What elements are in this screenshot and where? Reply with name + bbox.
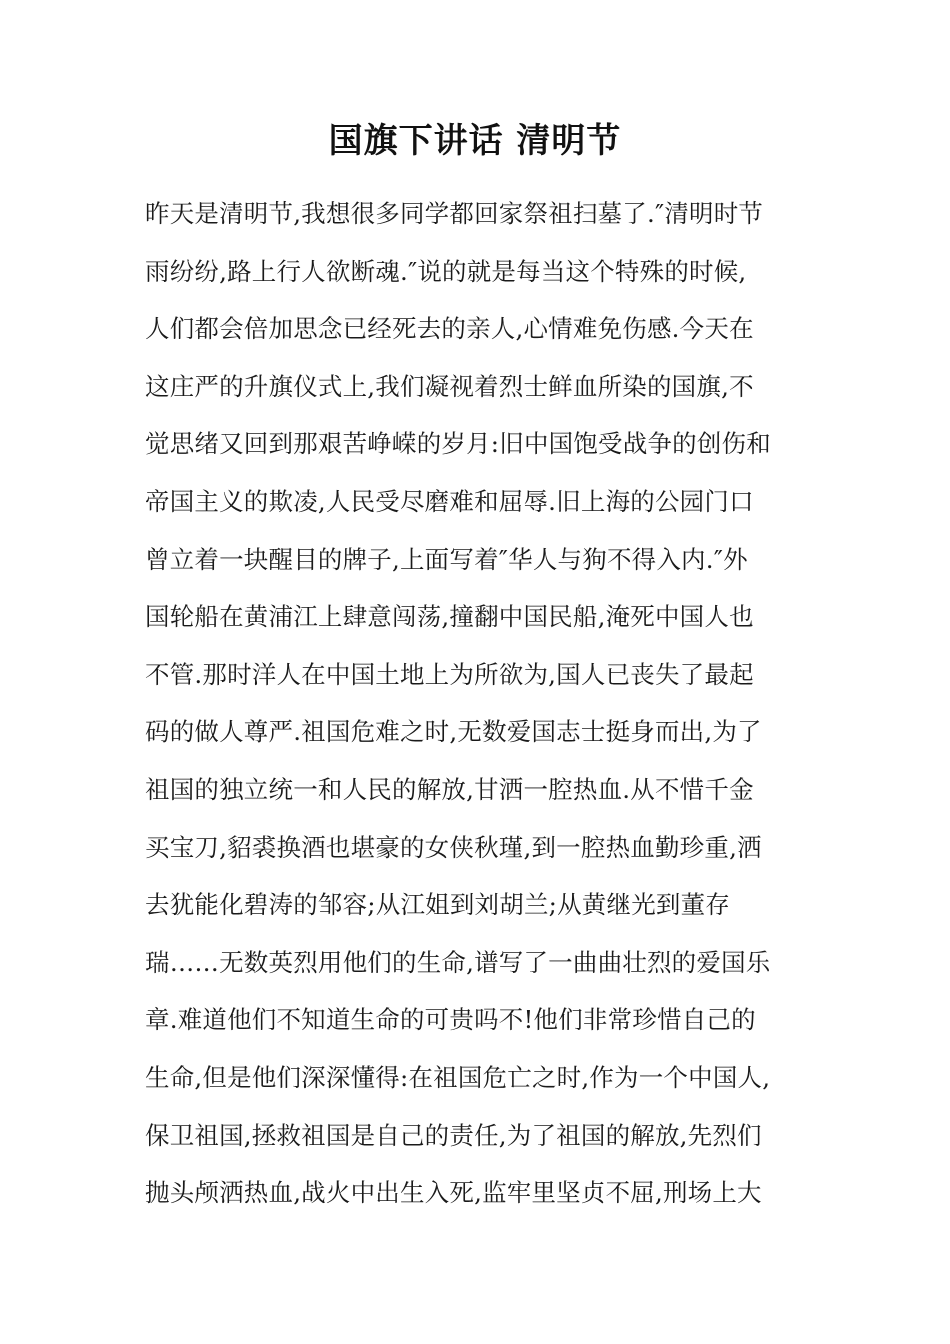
body-line: 生命,但是他们深深懂得:在祖国危亡之时,作为一个中国人,	[145, 1062, 771, 1092]
body-line: 人们都会倍加思念已经死去的亲人,心情难免伤感.今天在	[145, 314, 754, 344]
body-line: 瑞……无数英烈用他们的生命,谱写了一曲曲壮烈的爱国乐	[145, 947, 771, 977]
body-line: 保卫祖国,拯救祖国是自己的责任,为了祖国的解放,先烈们	[145, 1120, 762, 1150]
body-line: 觉思绪又回到那艰苦峥嵘的岁月:旧中国饱受战争的创伤和	[145, 429, 771, 459]
body-line: 这庄严的升旗仪式上,我们凝视着烈士鲜血所染的国旗,不	[145, 371, 754, 401]
body-line: 买宝刀,貂裘换酒也堪豪的女侠秋瑾,到一腔热血勤珍重,洒	[145, 832, 762, 862]
document-body	[145, 192, 815, 1229]
body-line: 国轮船在黄浦江上肆意闯荡,撞翻中国民船,淹死中国人也	[145, 602, 754, 632]
body-line: 不管.那时洋人在中国土地上为所欲为,国人已丧失了最起	[145, 659, 754, 689]
body-line: 码的做人尊严.祖国危难之时,无数爱国志士挺身而出,为了	[145, 717, 762, 747]
body-line: 章.难道他们不知道生命的可贵吗不!他们非常珍惜自己的	[145, 1005, 756, 1035]
document-title: 国旗下讲话 清明节	[328, 121, 622, 161]
body-line: 雨纷纷,路上行人欲断魂.″说的就是每当这个特殊的时候,	[145, 256, 747, 286]
body-line: 帝国主义的欺凌,人民受尽磨难和屈辱.旧上海的公园门口	[145, 486, 754, 516]
body-line: 祖国的独立统一和人民的解放,甘洒一腔热血.从不惜千金	[145, 774, 754, 804]
body-line: 昨天是清明节,我想很多同学都回家祭祖扫墓了.″清明时节	[145, 199, 764, 228]
body-line: 曾立着一块醒目的牌子,上面写着″华人与狗不得入内.″外	[145, 544, 748, 574]
body-line: 去犹能化碧涛的邹容;从江姐到刘胡兰;从黄继光到董存	[145, 890, 731, 920]
body-line: 抛头颅洒热血,战火中出生入死,监牢里坚贞不屈,刑场上大	[145, 1178, 762, 1208]
